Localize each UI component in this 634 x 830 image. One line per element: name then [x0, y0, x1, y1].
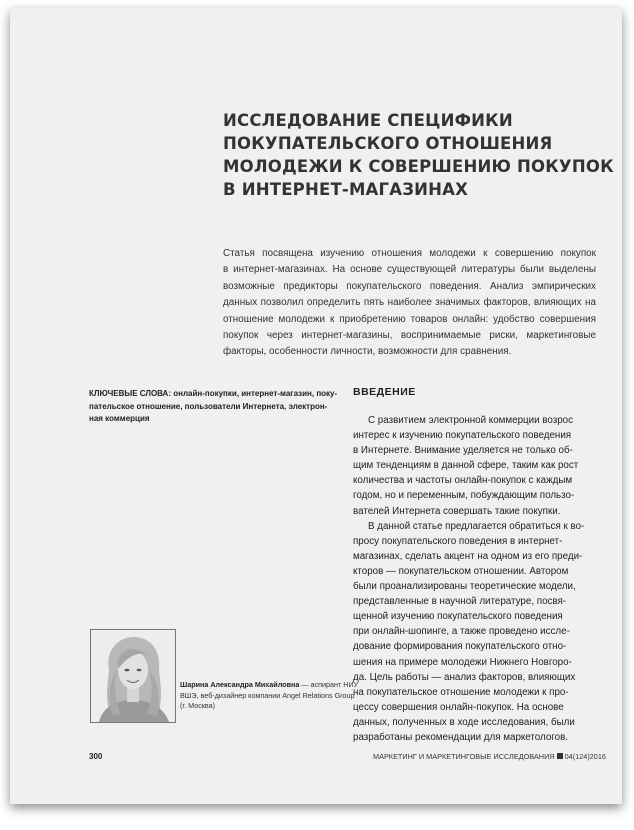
body-line: дование формирования покупательского отно-	[353, 641, 567, 653]
body-line: интерес к изучению покупательского поведения	[353, 430, 572, 442]
body-line: были проанализированы теоретические модели,	[353, 581, 576, 593]
body-line: вателей Интернета совершать такие покупки.	[353, 505, 561, 517]
square-icon	[557, 753, 563, 759]
abstract-line: в интернет-магазинах. На основе существующей литературы были выделены	[223, 264, 596, 276]
body-line: шения на примере молодежи Нижнего Новгоро-	[353, 656, 572, 668]
body-line: на покупательское отношение молодежи к про-	[353, 686, 569, 698]
body-line: количества и частоты онлайн-покупок с каждым	[353, 475, 573, 487]
keywords-line: КЛЮЧЕВЫЕ СЛОВА: онлайн-покупки, интернет-магазин, поку-	[89, 389, 338, 398]
author-line: (г. Москва)	[180, 701, 216, 710]
title-line: ИССЛЕДОВАНИЕ СПЕЦИФИКИ	[223, 111, 513, 130]
author-info	[180, 680, 359, 712]
keywords-line: ная коммерция	[89, 414, 150, 423]
title-line: МОЛОДЕЖИ К СОВЕРШЕНИЮ ПОКУПОК	[223, 157, 614, 176]
author-photo	[90, 629, 176, 723]
journal-page	[10, 8, 622, 804]
abstract-line: данных позволил определить пять наиболее значимых факторов, влияющих на	[223, 297, 596, 309]
body-line: годом, но и переменным, побуждающим пользо-	[353, 490, 575, 502]
body-line: да. Цель работы — анализ факторов, влияющих	[353, 671, 576, 683]
journal-issue: 04(124)2016	[564, 752, 606, 761]
section-heading: ВВЕДЕНИЕ	[353, 386, 416, 398]
body-line: представленные в научной литературе, посвя-	[353, 596, 567, 608]
page-number: 300	[89, 752, 103, 761]
abstract	[223, 246, 596, 361]
author-line	[180, 680, 359, 691]
title-line: ПОКУПАТЕЛЬСКОГО ОТНОШЕНИЯ	[223, 134, 553, 153]
portrait-icon	[91, 630, 175, 722]
body-line: С развитием электронной коммерции возрос	[368, 415, 574, 426]
body-line: разработаны рекомендации для маркетологов.	[353, 731, 569, 743]
body-line: в Интернете. Внимание уделяется не только об-	[353, 445, 573, 457]
body-line: цессу совершения онлайн-покупок. На основе	[353, 701, 564, 713]
body-line: щенной изучению покупательского поведения	[353, 611, 563, 623]
title-line: В ИНТЕРНЕТ-МАГАЗИНАХ	[223, 180, 469, 199]
author-line: ВШЭ, веб-дизайнер компании Angel Relations Group	[180, 690, 355, 700]
body-line: щим тенденциям в данной сфере, таким как рост	[353, 460, 579, 472]
body-line: при онлайн-шопинге, а также проведено иссле-	[353, 626, 570, 638]
body-line: просу покупательского поведения в интернет-	[353, 535, 563, 547]
abstract-line: покупок через интернет-магазины, воспринимаемые риски, маркетинговые	[223, 330, 596, 342]
body-line: В данной статье предлагается обратиться к во-	[368, 520, 585, 532]
body-line: данных, полученных в ходе исследования, были	[353, 716, 575, 728]
article-title	[223, 109, 623, 201]
author-affiliation: — аспирант НИУ	[299, 680, 359, 689]
abstract-line: отношение молодежи к приобретению товаров онлайн: удобство совершения	[223, 313, 596, 325]
body-text	[353, 413, 598, 745]
keywords	[89, 388, 338, 426]
body-line: магазинах, сделать акцент на одном из его преди-	[353, 550, 583, 562]
abstract-line: Статья посвящена изучению отношения молодежи к совершению покупок	[223, 248, 596, 259]
abstract-line: возможные предикторы покупательского поведения. Анализ эмпирических	[223, 280, 596, 292]
keywords-line: пательское отношение, пользователи Интернета, электрон-	[89, 401, 328, 411]
author-name: Шарина Александра Михайловна	[180, 680, 300, 689]
journal-footer	[373, 752, 606, 761]
body-line: кторов — покупательском отношении. Автором	[353, 565, 569, 577]
abstract-line: факторы, особенности личности, возможности для сравнения.	[223, 346, 512, 358]
journal-name: МАРКЕТИНГ И МАРКЕТИНГОВЫЕ ИССЛЕДОВАНИЯ	[373, 752, 555, 761]
